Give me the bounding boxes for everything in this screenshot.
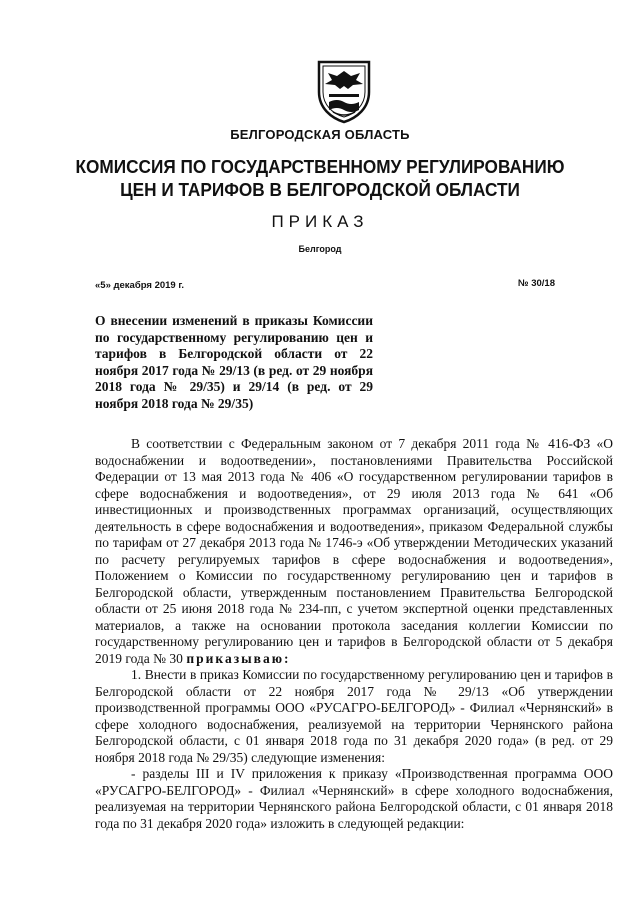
item-1-paragraph: 1. Внести в приказ Комиссии по государственному регулированию цен и тарифов в Белгородской области от 22 ноября 2017 года № 29/13 «Об утверждении производственной программы ООО «РУСАГРО-БЕЛГОРОД» - Филиал «Чернянский» в сфере холодного водоснабжения, реализуемой на территории Чернянского района Белгородской области, с 01 января 2018 года по 31 декабря 2020 года» (в ред. от 29 ноября 2018 года № 29/35) следующие изменения: (95, 667, 613, 765)
order-body (95, 436, 613, 832)
commission-title (22, 155, 617, 201)
commission-title-line2: ЦЕН И ТАРИФОВ В БЕЛГОРОДСКОЙ ОБЛАСТИ (120, 179, 520, 200)
city-label: Белгород (298, 244, 342, 254)
coat-of-arms-icon (315, 58, 373, 124)
region-title: БЕЛГОРОДСКАЯ ОБЛАСТЬ (230, 127, 410, 142)
order-number: № 30/18 (517, 278, 555, 289)
order-subject: О внесении изменений в приказы Комиссии по государственному регулированию цен и тарифов в Белгородской области от 22 ноября 2017 года № 29/13 (в ред. от 29 ноября 2018 года № 29/35) и 29/14 (в ред. от 29 ноября 2018 года № 29/35) (95, 313, 373, 411)
preamble-paragraph (95, 436, 613, 667)
item-1-subparagraph: - разделы III и IV приложения к приказу «Производственная программа ООО «РУСАГРО-БЕЛГОРОД» - Филиал «Чернянский» в сфере холодного водоснабжения, реализуемая на территории Чернянского района Белгородской области, с 01 января 2018 года по 31 декабря 2020 года» изложить в следующей редакции: (95, 766, 613, 831)
preamble-text: В соответствии с Федеральным законом от 7 декабря 2011 года № 416-ФЗ «О водоснабжении и водоотведении», постановлениями Правительства Российской Федерации от 13 мая 2013 года № 406 «О государственном регулировании тарифов в сфере водоснабжения и водоотведения», от 29 июля 2013 года № 641 «Об инвестиционных и производственных программах организаций, осуществляющих деятельность в сфере водоснабжения и водоотведения», приказом Федеральной службы по тарифам от 27 декабря 2013 года № 1746-э «Об утверждении Методических указаний по расчету регулируемых тарифов в сфере водоснабжения и водоотведения», Положением о Комиссии по государственному регулированию цен и тарифов в Белгородской области, утвержденным постановлением Правительства Белгородской области от 25 июня 2018 года № 234-пп, с учетом экспертной оценки представленных материалов, а также на основании протокола заседания коллегии Комиссии по государственному регулированию цен и тарифов в Белгородской области от 5 декабря 2019 года № 30 (95, 436, 613, 666)
order-date: «5» декабря 2019 г. (95, 280, 184, 291)
order-word: приказываю: (186, 650, 291, 666)
document-type: ПРИКАЗ (271, 212, 369, 231)
commission-title-line1: КОМИССИЯ ПО ГОСУДАРСТВЕННОМУ РЕГУЛИРОВАНИЮ (75, 156, 565, 177)
